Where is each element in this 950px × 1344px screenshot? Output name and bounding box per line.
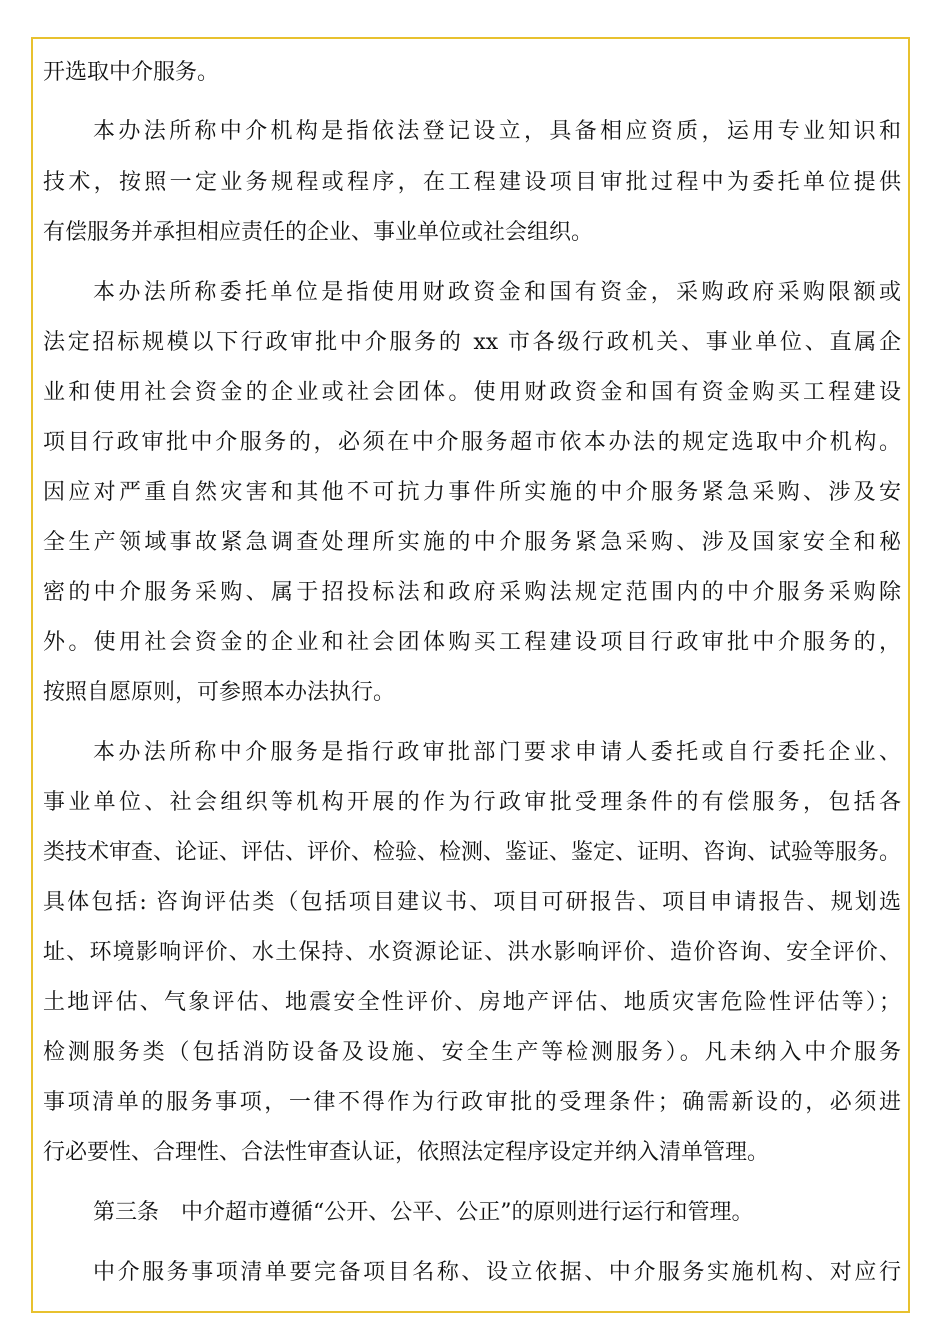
text-line: 全生产领域事故紧急调查处理所实施的中介服务紧急采购、涉及国家安全和秘: [43, 530, 901, 555]
text-line: 类技术审查、论证、评估、评价、检验、检测、鉴证、鉴定、证明、咨询、试验等服务。: [43, 840, 901, 865]
text-line: 业和使用社会资金的企业或社会团体。使用财政资金和国有资金购买工程建设: [43, 380, 901, 405]
text-line: 检测服务类（包括消防设备及设施、安全生产等检测服务）。凡未纳入中介服务: [43, 1040, 901, 1065]
text-line: 外。使用社会资金的企业和社会团体购买工程建设项目行政审批中介服务的，: [43, 630, 901, 655]
text-line: 密的中介服务采购、属于招投标法和政府采购法规定范围内的中介服务采购除: [43, 580, 901, 605]
text-line: 因应对严重自然灾害和其他不可抗力事件所实施的中介服务紧急采购、涉及安: [43, 480, 901, 505]
page-frame: [31, 37, 910, 1313]
text-line: 行必要性、合理性、合法性审查认证，依照法定程序设定并纳入清单管理。: [43, 1140, 770, 1165]
paragraph-first-line: 本办法所称中介服务是指行政审批部门要求申请人委托或自行委托企业、: [93, 740, 901, 765]
text-line: 项目行政审批中介服务的，必须在中介服务超市依本办法的规定选取中介机构。: [43, 430, 901, 455]
text-line: 事项清单的服务事项，一律不得作为行政审批的受理条件；确需新设的，必须进: [43, 1090, 901, 1115]
text-line: 法定招标规模以下行政审批中介服务的 xx 市各级行政机关、事业单位、直属企: [43, 330, 901, 355]
text-line: 具体包括: 咨询评估类（包括项目建议书、项目可研报告、项目申请报告、规划选: [43, 890, 901, 915]
article-heading: 第三条 中介超市遵循“公开、公平、公正”的原则进行运行和管理。: [93, 1200, 754, 1225]
text-line: 事业单位、社会组织等机构开展的作为行政审批受理条件的有偿服务，包括各: [43, 790, 901, 815]
paragraph-first-line: 中介服务事项清单要完备项目名称、设立依据、中介服务实施机构、对应行: [93, 1260, 901, 1285]
text-line: 址、环境影响评价、水土保持、水资源论证、洪水影响评价、造价咨询、安全评价、: [43, 940, 901, 965]
paragraph-first-line: 本办法所称中介机构是指依法登记设立，具备相应资质，运用专业知识和: [93, 119, 901, 144]
text-line: 技术，按照一定业务规程或程序，在工程建设项目审批过程中为委托单位提供: [43, 170, 901, 195]
text-line: 开选取中介服务。: [43, 60, 220, 85]
paragraph-first-line: 本办法所称委托单位是指使用财政资金和国有资金，采购政府采购限额或: [93, 280, 901, 305]
text-line: 土地评估、气象评估、地震安全性评价、房地产评估、地质灾害危险性评估等）；: [43, 990, 901, 1015]
text-line: 按照自愿原则，可参照本办法执行。: [43, 680, 396, 705]
text-line: 有偿服务并承担相应责任的企业、事业单位或社会组织。: [43, 220, 594, 245]
